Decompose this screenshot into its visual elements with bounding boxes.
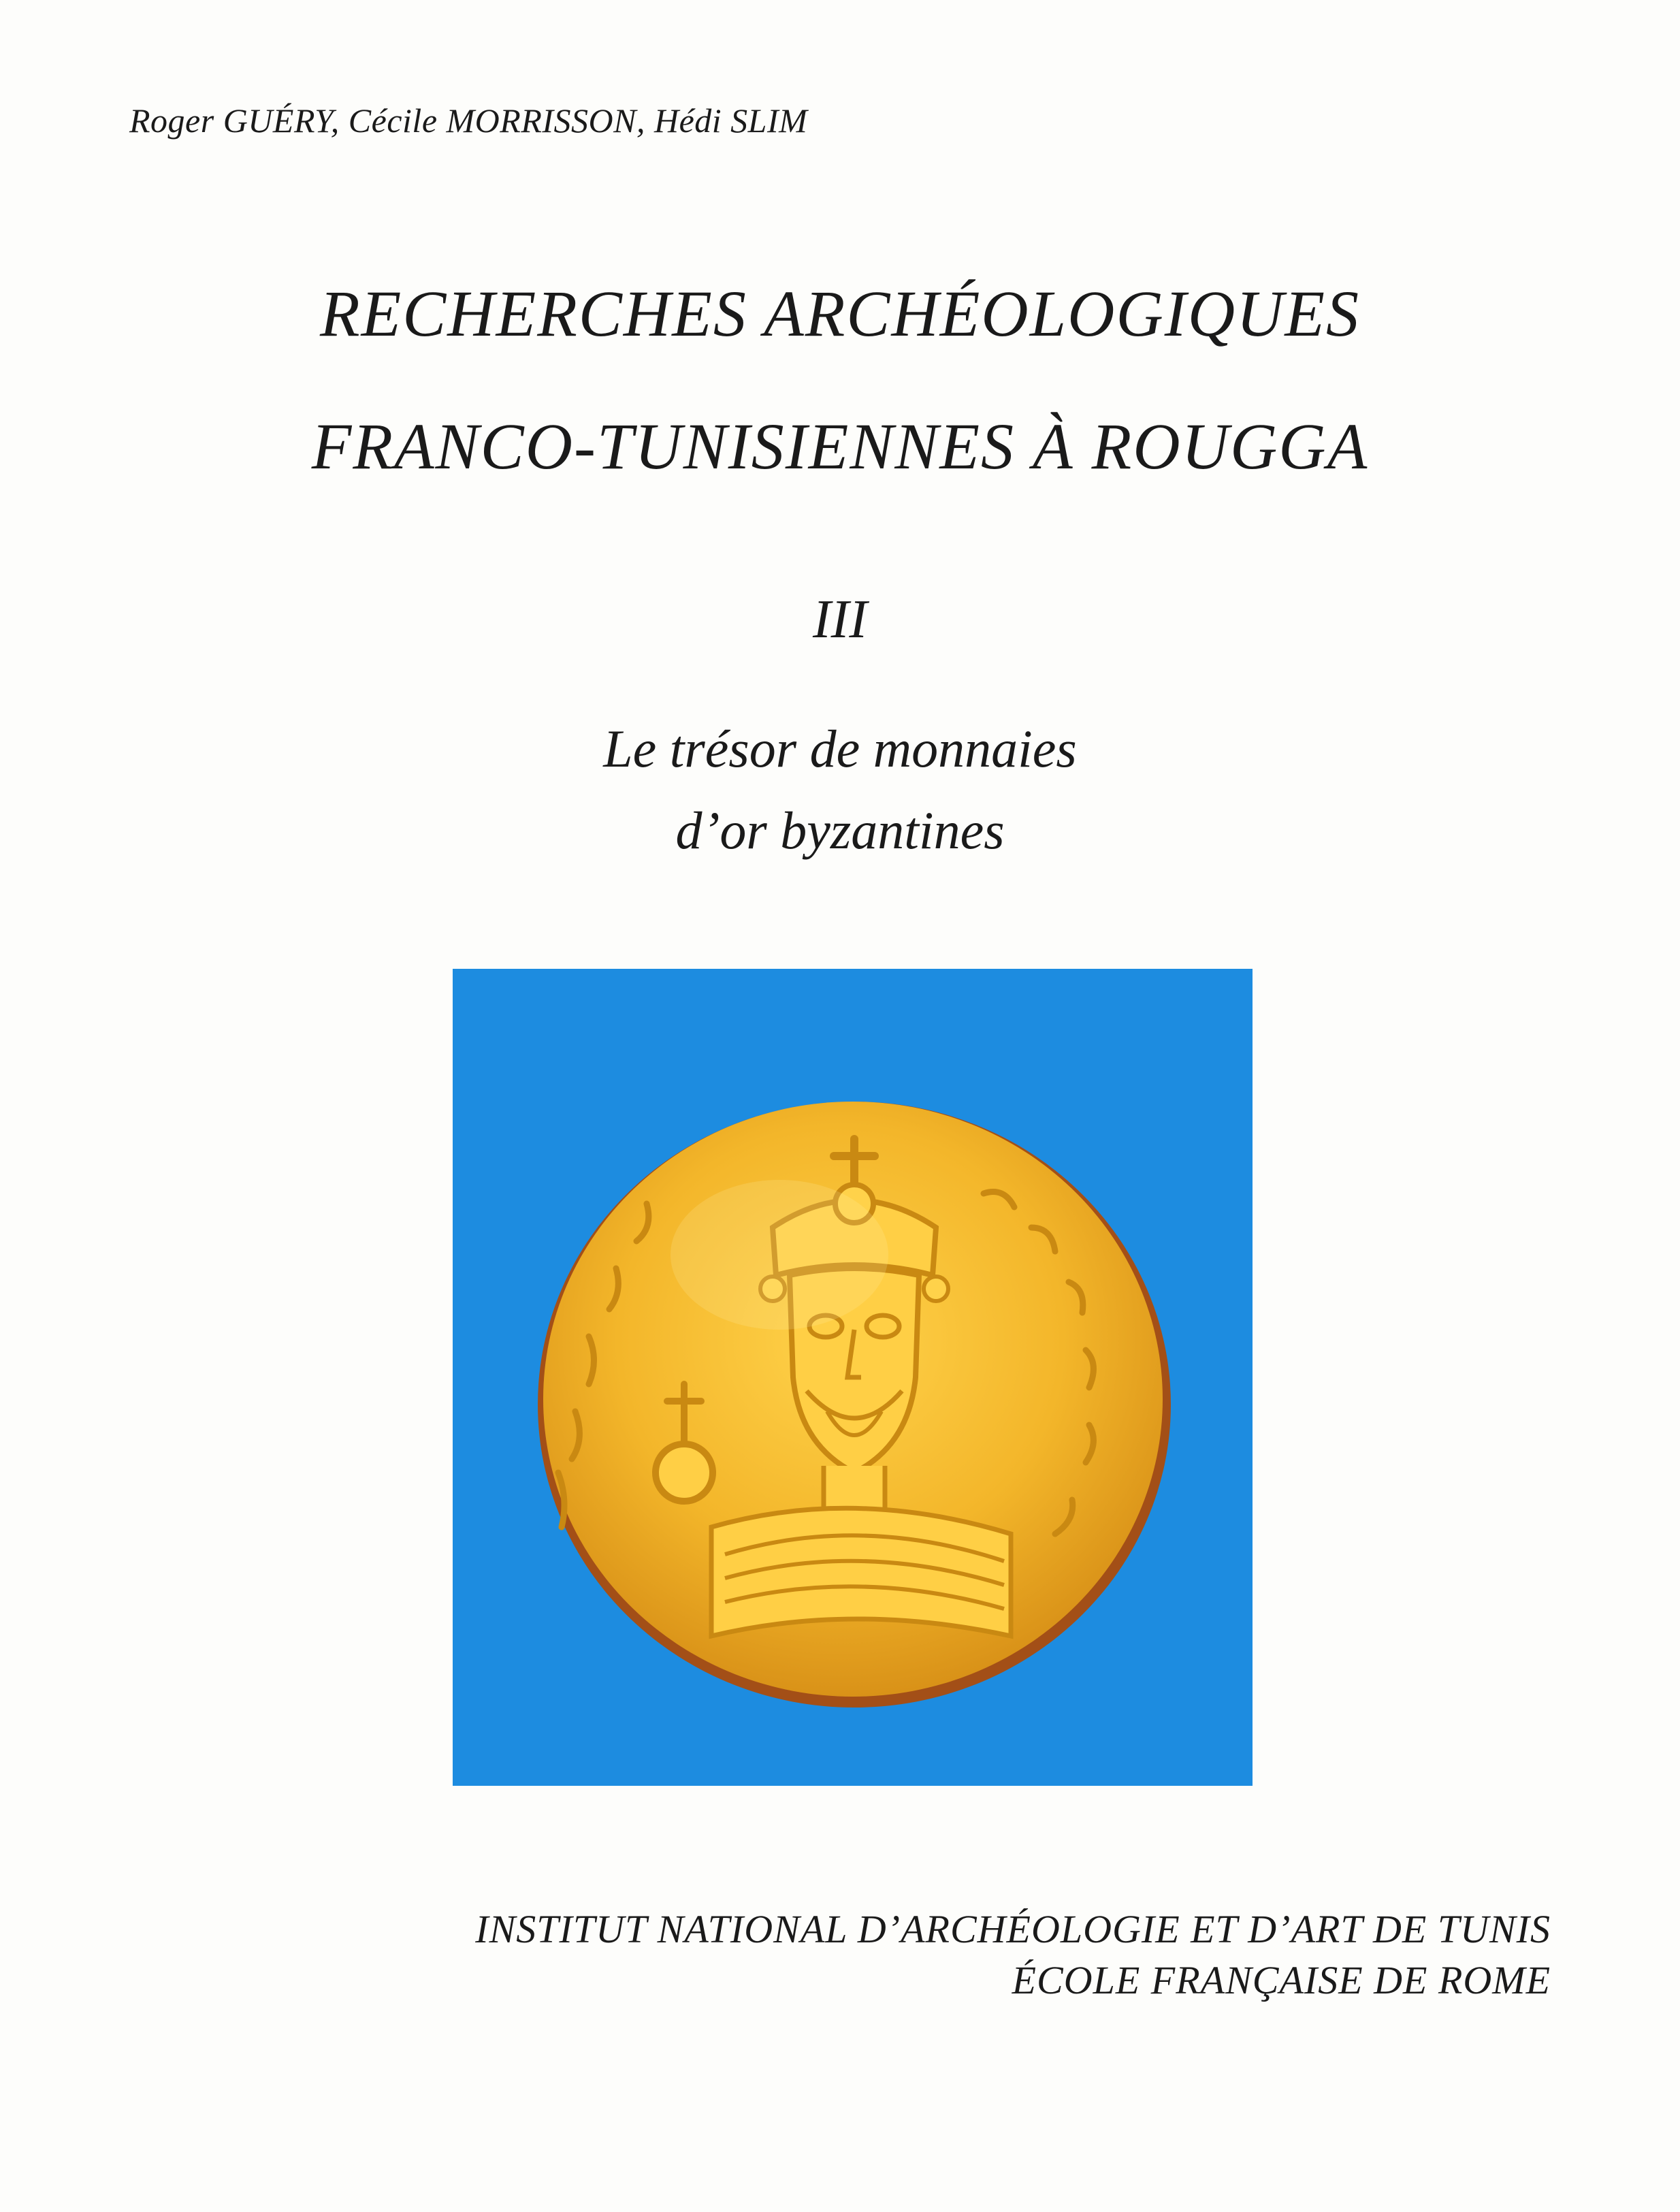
title-line-2: FRANCO-TUNISIENNES À ROUGGA (311, 410, 1369, 483)
byzantine-gold-coin-illustration (453, 969, 1253, 1786)
publisher-line-2: ÉCOLE FRANÇAISE DE ROME (1012, 1958, 1551, 2002)
volume-number: III (813, 590, 867, 650)
cover-photo-plate (453, 969, 1253, 1786)
subtitle-line-1: Le trésor de monnaies (603, 719, 1077, 778)
title-line-1: RECHERCHES ARCHÉOLOGIQUES (319, 277, 1361, 350)
publisher-line-1: INSTITUT NATIONAL D’ARCHÉOLOGIE ET D’ART DE TUNIS (475, 1907, 1551, 1951)
authors-line: Roger GUÉRY, Cécile MORRISSON, Hédi SLIM (129, 101, 808, 140)
subtitle-line-2: d’or byzantines (675, 801, 1005, 860)
